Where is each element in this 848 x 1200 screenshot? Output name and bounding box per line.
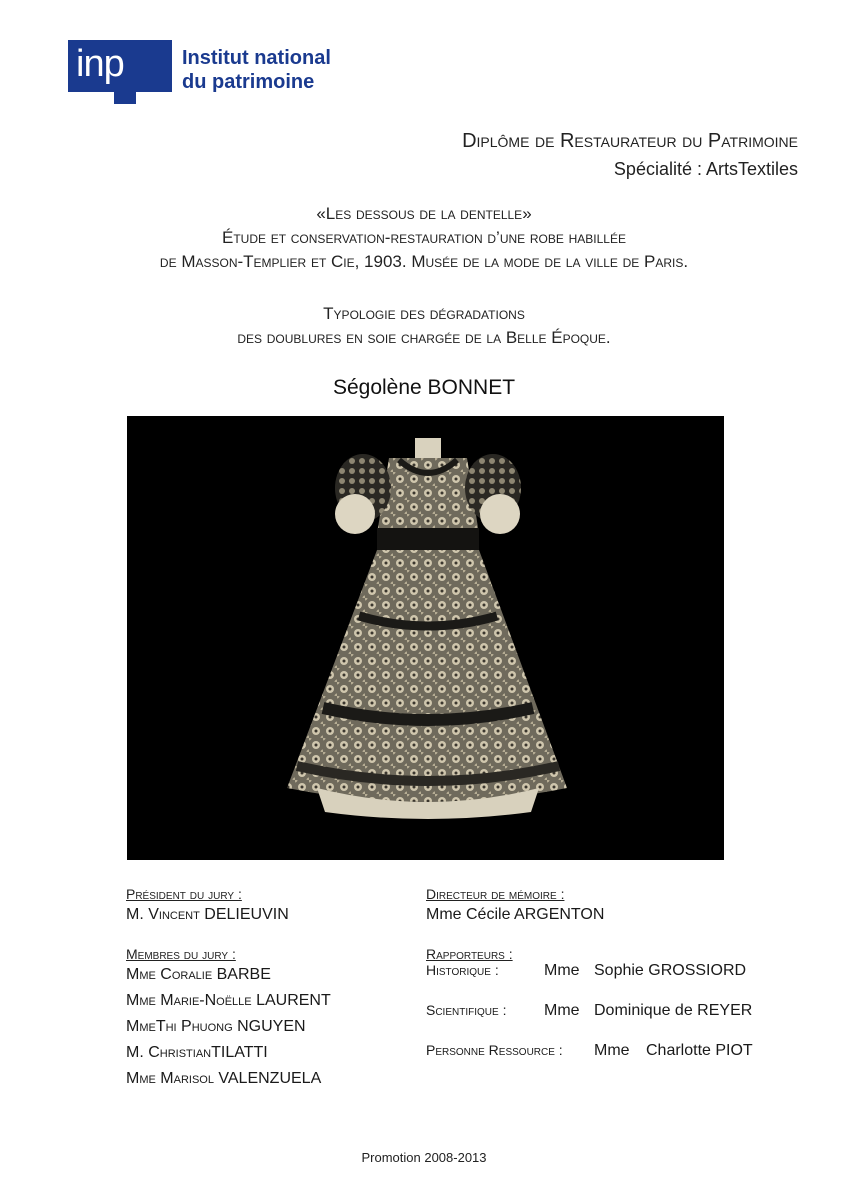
rapporteur-title: Mme bbox=[544, 1002, 580, 1019]
members-heading: Membres du jury : bbox=[126, 946, 236, 962]
promotion-years: Promotion 2008-2013 bbox=[361, 1150, 487, 1165]
jury-member: M. ChristianTILATTI bbox=[126, 1044, 268, 1061]
rapporteur-role: Personne Ressource : bbox=[426, 1042, 563, 1058]
diploma-title: Diplôme de Restaurateur du Patrimoine bbox=[462, 130, 798, 152]
thesis-subtitle-line2: des doublures en soie chargée de la Belle Époque. bbox=[237, 328, 611, 347]
diploma-specialty: Spécialité : ArtsTextiles bbox=[613, 159, 798, 179]
rapporteur-row bbox=[426, 1042, 806, 1082]
thesis-subtitle-line1: Typologie des dégradations bbox=[323, 304, 525, 323]
rapporteur-title: Mme bbox=[594, 1042, 630, 1059]
logo-mark-stem bbox=[114, 92, 136, 104]
dress-photo bbox=[127, 416, 724, 860]
president-heading: Président du jury : bbox=[126, 886, 242, 902]
logo-name-line1: Institut national bbox=[182, 47, 331, 69]
thesis-title-line3: de Masson-Templier et Cie, 1903. Musée de la mode de la ville de Paris. bbox=[159, 252, 689, 271]
rapporteur-role: Historique : bbox=[426, 962, 499, 978]
institution-logo bbox=[68, 40, 368, 104]
thesis-title bbox=[0, 202, 848, 274]
thesis-title-line1: «Les dessous de la dentelle» bbox=[316, 204, 532, 223]
jury-member: Mme Marisol VALENZUELA bbox=[126, 1070, 322, 1087]
diploma-block bbox=[462, 128, 798, 182]
rapporteur-name: Dominique de REYER bbox=[594, 1002, 753, 1019]
jury-member: Mme Marie-Noëlle LAURENT bbox=[126, 992, 331, 1009]
president-name: M. Vincent DELIEUVIN bbox=[126, 906, 289, 923]
rapporteur-name: Charlotte PIOT bbox=[646, 1042, 753, 1059]
logo-name-line2: du patrimoine bbox=[182, 71, 315, 93]
jury-column bbox=[126, 886, 406, 1092]
director-heading: Directeur de mémoire : bbox=[426, 886, 565, 902]
logo-mark bbox=[68, 40, 172, 92]
thesis-title-line2: Étude et conservation-restauration d’une robe habillée bbox=[221, 228, 626, 247]
logo-mark-text: inp bbox=[76, 43, 124, 85]
author-name: Ségolène BONNET bbox=[332, 376, 516, 399]
logo-institution-name bbox=[182, 46, 331, 94]
rapporteur-title: Mme bbox=[544, 962, 580, 979]
rapporteur-name: Sophie GROSSIORD bbox=[594, 962, 747, 979]
thesis-subtitle bbox=[0, 302, 848, 350]
rapporteurs-heading: Rapporteurs : bbox=[426, 946, 513, 962]
rapporteur-row bbox=[426, 962, 806, 992]
dress-illustration bbox=[127, 416, 724, 860]
rapporteur-row bbox=[426, 1002, 806, 1042]
jury-member: Mme Coralie BARBE bbox=[126, 966, 271, 983]
jury-member: MmeThi Phuong NGUYEN bbox=[126, 1018, 306, 1035]
rapporteur-role: Scientifique : bbox=[426, 1002, 507, 1018]
director-name: Mme Cécile ARGENTON bbox=[426, 906, 605, 923]
supervision-column bbox=[426, 886, 806, 1082]
